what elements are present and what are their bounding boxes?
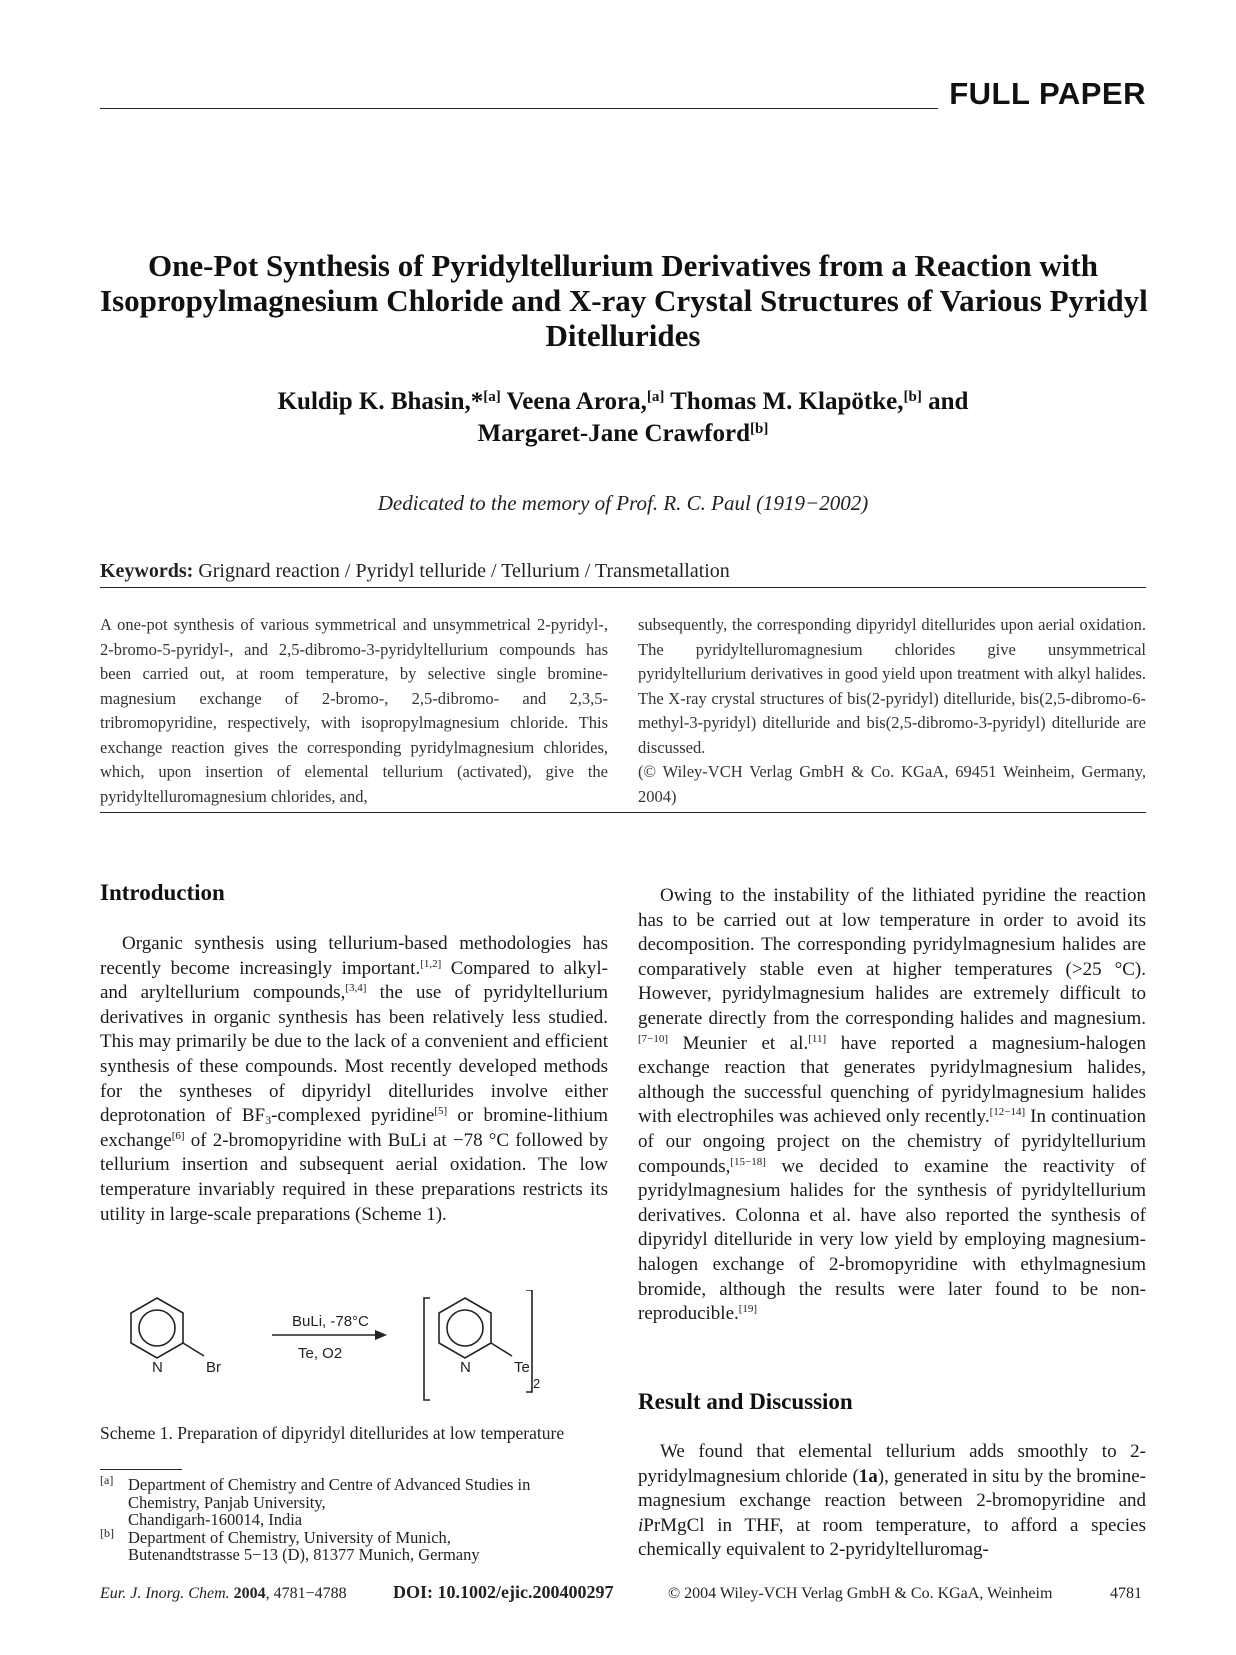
keywords [100, 560, 730, 583]
affiliation-a [100, 1473, 620, 1529]
nitrogen-label: N [460, 1359, 471, 1376]
intro-paragraph [638, 884, 1146, 1327]
reagent-top: BuLi, -78°C [292, 1313, 369, 1330]
citation: [12−14] [989, 1106, 1026, 1119]
text-run: i [638, 1514, 644, 1536]
affiliation-line: Department of Chemistry, University of Munich, [128, 1527, 451, 1547]
intro-heading: Introduction [100, 880, 225, 905]
journal-year: 2004 [233, 1585, 266, 1602]
citation: [1,2] [420, 957, 442, 970]
compound-label: 1a [858, 1465, 878, 1487]
author-line [100, 418, 1146, 450]
bromo-label: Br [206, 1359, 221, 1376]
author-list [100, 386, 1146, 450]
text-run: Owing to the instability of the lithiated pyridine the reaction has to be carried out at low temperature in order to avoid its decomposition. The corresponding pyridylmagnesium halides are comparatively stable even at higher temperatures (>25 °C). However, pyridylmagnesium halides are extremely difficult to generate directly from the corresponding halides and magnesium. [638, 885, 1146, 1029]
author-name: Thomas M. Klapötke, [664, 388, 904, 415]
text-run: PrMgCl in THF, at room temperature, to afford a species chemically equivalent to 2-pyridyltelluromag- [638, 1514, 1146, 1561]
keywords-text: Grignard reaction / Pyridyl telluride / Tellurium / Transmetallation [193, 560, 730, 582]
text-run: have reported a magnesium-halogen exchange reaction that generates pyridylmagnesium halides, although the successful quenching of pyridylmagnesium halides with electrophiles was achieved only recently. [638, 1032, 1146, 1128]
paper-title [100, 248, 1146, 353]
author-line [100, 386, 1146, 418]
affiliation-mark: [a] [100, 1473, 114, 1487]
affiliation-line: Chemistry, Panjab University, [128, 1492, 326, 1512]
results-heading: Result and Discussion [638, 1389, 853, 1414]
author-name: Kuldip K. Bhasin,* [277, 388, 484, 415]
affiliation-mark: [b] [903, 389, 922, 405]
title-line: Ditellurides [545, 318, 701, 353]
abstract-copyright: (© Wiley-VCH Verlag GmbH & Co. KGaA, 69451 Weinheim, Germany, 2004) [638, 762, 1146, 806]
affiliation-line: Butenandtstrasse 5−13 (D), 81377 Munich, Germany [128, 1545, 480, 1564]
abstract-bottom-rule [100, 812, 1146, 813]
dimer-subscript: 2 [533, 1376, 541, 1391]
abstract-top-rule [100, 587, 1146, 588]
text-run: or bromine-lithium exchange [100, 1105, 608, 1151]
intro-paragraph [100, 932, 608, 1227]
text-run: We found that elemental tellurium adds smoothly to 2-pyridylmagnesium chloride ( [638, 1441, 1146, 1487]
affiliation-mark: [a] [483, 389, 501, 405]
author-conjunction: and [921, 388, 969, 415]
results-paragraph [638, 1440, 1146, 1563]
affiliation-mark: [b] [100, 1525, 114, 1540]
reagent-bottom: Te, O2 [298, 1345, 343, 1362]
text-run: we decided to examine the reactivity of pyridylmagnesium halides for the synthesis of pyridyltellurium derivatives. Colonna et al. have also reported the synthesis of dipyridyl ditelluride in very low yield by employing magnesium-halogen exchange of 2-bromopyridine with ethylmagnesium bromide, although the results were later found to be non-reproducible. [638, 1155, 1146, 1325]
product-pyridine [439, 1298, 512, 1358]
citation: [7−10] [638, 1032, 669, 1045]
doi[interactable] [393, 1582, 613, 1603]
subscript: 3 [265, 1113, 272, 1128]
dedication: Dedicated to the memory of Prof. R. C. Paul (1919−2002) [377, 491, 869, 515]
right-bracket [526, 1290, 532, 1392]
text-run: In continuation of our ongoing project on the chemistry of pyridyltellurium compounds, [638, 1106, 1146, 1177]
citation: [5] [434, 1105, 448, 1118]
journal-name: Eur. J. Inorg. Chem. [100, 1585, 230, 1602]
author-name: Veena Arora, [500, 388, 647, 415]
citation: [19] [738, 1303, 758, 1316]
affiliation-mark: [a] [646, 389, 665, 405]
text-run: the use of pyridyltellurium derivatives in organic synthesis has been relatively less studied. This may primarily be due to the lack of a convenient and efficient synthesis of these compounds. Most recently developed methods for the syntheses of dipyridyl ditellurides involve either deprotonation of BF [100, 982, 608, 1127]
journal-pages: , 4781−4788 [265, 1585, 347, 1602]
keywords-label: Keywords: [100, 560, 194, 582]
text-run: Organic synthesis using tellurium-based methodologies has recently become increasingly important. [100, 933, 608, 979]
header-rule [100, 108, 938, 109]
text-run: of 2-bromopyridine with BuLi at −78 °C followed by tellurium insertion and subsequent aerial oxidation. The low temperature invariably required in these preparations restricts its utility in large-scale preparations (Scheme 1). [100, 1129, 608, 1225]
affiliations [100, 1473, 620, 1564]
right-column-body [638, 884, 1146, 1327]
text-run: -complexed pyridine [271, 1105, 435, 1127]
abstract-right [638, 613, 1146, 809]
tellurium-label: Te [514, 1359, 530, 1376]
text-run: Compared to alkyl- and aryltellurium compounds, [100, 957, 608, 1004]
journal-citation [100, 1585, 347, 1603]
citation: [15−18] [730, 1155, 766, 1168]
text-run: Meunier et al. [668, 1032, 809, 1054]
scheme-caption: Scheme 1. Preparation of dipyridyl ditellurides at low temperature [100, 1423, 565, 1443]
footer-copyright: © 2004 Wiley-VCH Verlag GmbH & Co. KGaA, Weinheim [668, 1585, 1053, 1602]
page-number: 4781 [1110, 1585, 1142, 1602]
footnote-rule [100, 1469, 182, 1470]
scheme-1-diagram [112, 1290, 612, 1410]
title-line: One-Pot Synthesis of Pyridyltellurium Derivatives from a Reaction with [148, 248, 1098, 283]
nitrogen-label: N [152, 1359, 163, 1376]
section-label: FULL PAPER [949, 76, 1146, 111]
affiliation-line: Chandigarh-160014, India [128, 1510, 303, 1529]
affiliation-line: Department of Chemistry and Centre of Advanced Studies in [128, 1475, 531, 1494]
text-run: ), generated in situ by the bromine-magnesium exchange reaction between 2-bromopyridine and [638, 1465, 1146, 1512]
abstract-text: A one-pot synthesis of various symmetrical and unsymmetrical 2-pyridyl-, 2-bromo-5-pyridyl-, and 2,5-dibromo-3-pyridyltellurium compounds has been carried out, at room temperature, by selective single bromine-magnesium exchange of 2-bromo-, 2,5-dibromo- and 2,3,5-tribromopyridine, respectively, with isopropylmagnesium chloride. This exchange reaction gives the corresponding pyridylmagnesium chlorides, which, upon insertion of elemental tellurium (activated), give the pyridyltelluromagnesium chlorides, and, [100, 615, 608, 806]
reactant-pyridine [131, 1298, 204, 1358]
doi-text: DOI: 10.1002/ejic.200400297 [393, 1582, 614, 1602]
citation: [11] [808, 1032, 827, 1045]
results-body [638, 1440, 1146, 1563]
left-bracket [424, 1298, 430, 1400]
affiliation-b [100, 1525, 620, 1564]
abstract-left [100, 613, 608, 809]
affiliation-mark: [b] [750, 421, 769, 437]
intro-body [100, 932, 608, 1227]
citation: [6] [171, 1129, 185, 1142]
citation: [3,4] [345, 982, 367, 995]
author-name: Margaret-Jane Crawford [477, 420, 751, 447]
arrow-head [375, 1330, 387, 1340]
title-line: Isopropylmagnesium Chloride and X-ray Crystal Structures of Various Pyridyl [100, 283, 1148, 318]
abstract-text: subsequently, the corresponding dipyridyl ditellurides upon aerial oxidation. The pyridyltelluromagnesium chlorides give unsymmetrical pyridyltellurium derivatives in good yield upon treatment with alkyl halides. The X-ray crystal structures of bis(2-pyridyl) ditelluride, bis(2,5-dibromo-6-methyl-3-pyridyl) ditelluride and bis(2,5-dibromo-3-pyridyl) ditelluride are discussed. [638, 615, 1146, 757]
